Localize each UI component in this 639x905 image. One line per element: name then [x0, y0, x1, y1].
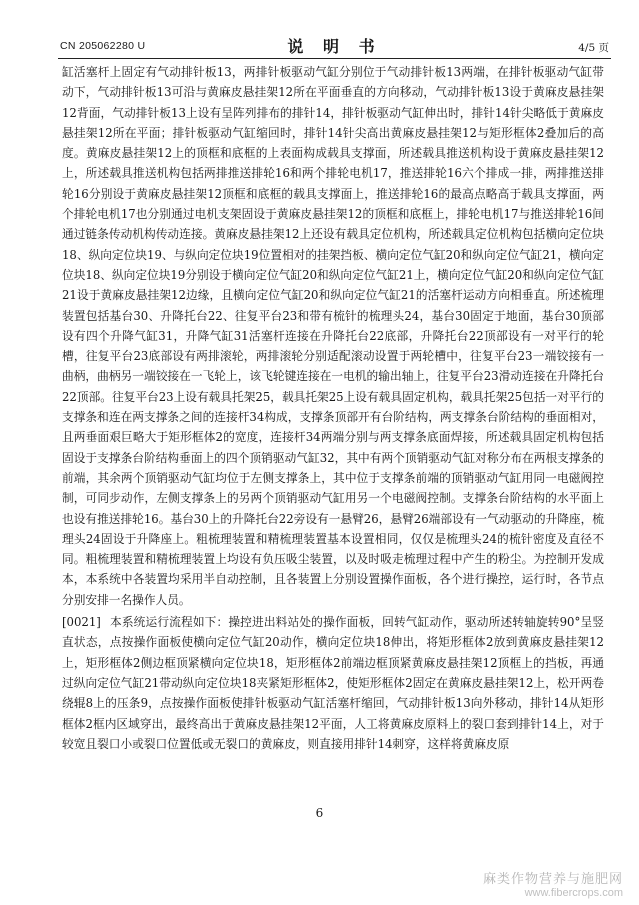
- paragraph-0021: [62, 612, 604, 754]
- paragraph-0021-text: 本系统运行流程如下：操控进出料站处的操作面板，回转气缸动作，驱动所述转轴旋转90°呈竖直状态，点按操作面板使横向定位气缸20动作，横向定位块18伸出，将矩形框体2放到黄麻皮悬挂架12上，矩形框体2侧边框顶紧横向定位块18，矩形框体2前端边框顶紧黄麻皮悬挂架12顶框上的挡板，再通过纵向定位气缸21带动纵向定位块18夹紧矩形框体2，使矩形框体2固定在黄麻皮悬挂架12上，松开两卷绕辊8上的压条9，点按操作面板使排针板驱动气缸活塞杆缩回，气动排针板13向外移动，排针14从矩形框体2框内区域穿出，最终高出于黄麻皮悬挂架12平面，人工将黄麻皮原料上的裂口套到排针14上，对于较宽且裂口小或裂口位置低或无裂口的黄麻皮，则直接用排针14刺穿，这样将黄麻皮原: [62, 615, 604, 751]
- paragraph-number: [0021]: [62, 615, 101, 630]
- page-number: 6: [315, 806, 324, 820]
- paragraph-continued: 缸活塞杆上固定有气动排针板13，两排针板驱动气缸分别位于气动排针板13两端，在排针板驱动气缸带动下，气动排针板13可沿与黄麻皮悬挂架12所在平面垂直的方向移动，气动排针板13设于黄麻皮悬挂架12背面，气动排针板13上设有呈阵列排布的排针14，排针板驱动气缸伸出时，排针14针尖略低于黄麻皮悬挂架12所在平面；排针板驱动气缸缩回时，排针14针尖高出黄麻皮悬挂架12与矩形框体2叠加后的高度。黄麻皮悬挂架12上的顶框和底框的上表面构成载具支撑面，所述载具推送机构设于黄麻皮悬挂架12上，所述载具推送机构包括两排推送排轮16和两个排轮电机17，推送排轮16六个排成一排，两排推送排轮16分别设于黄麻皮悬挂架12顶框和底框的载具支撑面上，推送排轮16的最高点略高于载具支撑面，两个排轮电机17也分别通过电机支架固设于黄麻皮悬挂架12的顶框和底框上，排轮电机17与推送排轮16间通过链条传动机构传动连接。黄麻皮悬挂架12上还设有载具定位机构，所述载具定位机构包括横向定位块18、纵向定位块19、与纵向定位块19位置相对的挂架挡板、横向定位气缸20和纵向定位气缸21，横向定位块18、纵向定位块19分别设于横向定位气缸20和纵向定位气缸21上，横向定位气缸20和纵向定位气缸21设于黄麻皮悬挂架12边缘，且横向定位气缸20和纵向定位气缸21的活塞杆运动方向相垂直。所述梳理装置包括基台30、升降托台22、往复平台23和带有梳针的梳理头24，基台30固定于地面，基台30顶部设有四个升降气缸31，升降气缸31活塞杆连接在升降托台22底部，升降托台22顶部设有一对平行的轮槽，往复平台23底部设有两排滚轮，两排滚轮分别适配滚动设置于两轮槽中，往复平台23一端铰接有一曲柄，曲柄另一端铰接在一飞轮上，该飞轮键连接在一电机的输出轴上，往复平台23滑动连接在升降托台22顶部。往复平台23上设有载具托架25，载具托架25上设有载具固定机构，载具托架25包括一对平行的支撑条和连在两支撑条之间的连接杆34构成，支撑条顶部开有台阶结构，两支撑条台阶结构的垂面相对，且两垂面艰巨略大于矩形框体2的宽度，连接杆34两端分别与两支撑条底面焊接，所述载具固定机构包括固设于支撑条台阶结构垂面上的四个顶销驱动气缸32，其中有两个顶销驱动气缸对称分布在两根支撑条的前端，其余两个顶销驱动气缸均位于左侧支撑条上，其中位于支撑条前端的顶销驱动气缸用同一电磁阀控制，可同步动作，左侧支撑条上的另两个顶销驱动气缸用另一个电磁阀控制。支撑条台阶结构的水平面上也设有推送排轮16。基台30上的升降托台22旁设有一悬臂26，悬臂26端部设有一气动驱动的升降座，梳理头24固设于升降座上。粗梳理装置和精梳理装置基本设置相同，仅仅是梳理头24的梳针密度及直径不同。粗梳理装置和精梳理装置上均设有负压吸尘装置，以及时吸走梳理过程中产生的粉尘。为控制开发成本，本系统中各装置均采用半自动控制，且各装置上分别设置操作面板，各个进行操控，运行时，各节点分别安排一名操作人员。: [62, 65, 604, 607]
- publication-number: CN 205062280 U: [60, 40, 146, 52]
- header-rule: [58, 58, 611, 59]
- watermark-url: www.fibercrops.com: [524, 887, 623, 899]
- page-header: [60, 34, 609, 56]
- page-fraction: 4/5 页: [578, 42, 609, 54]
- document-title: 说 明 书: [287, 37, 382, 56]
- body-text: [62, 62, 604, 754]
- watermark-site-name: 麻类作物营养与施肥网: [482, 872, 623, 887]
